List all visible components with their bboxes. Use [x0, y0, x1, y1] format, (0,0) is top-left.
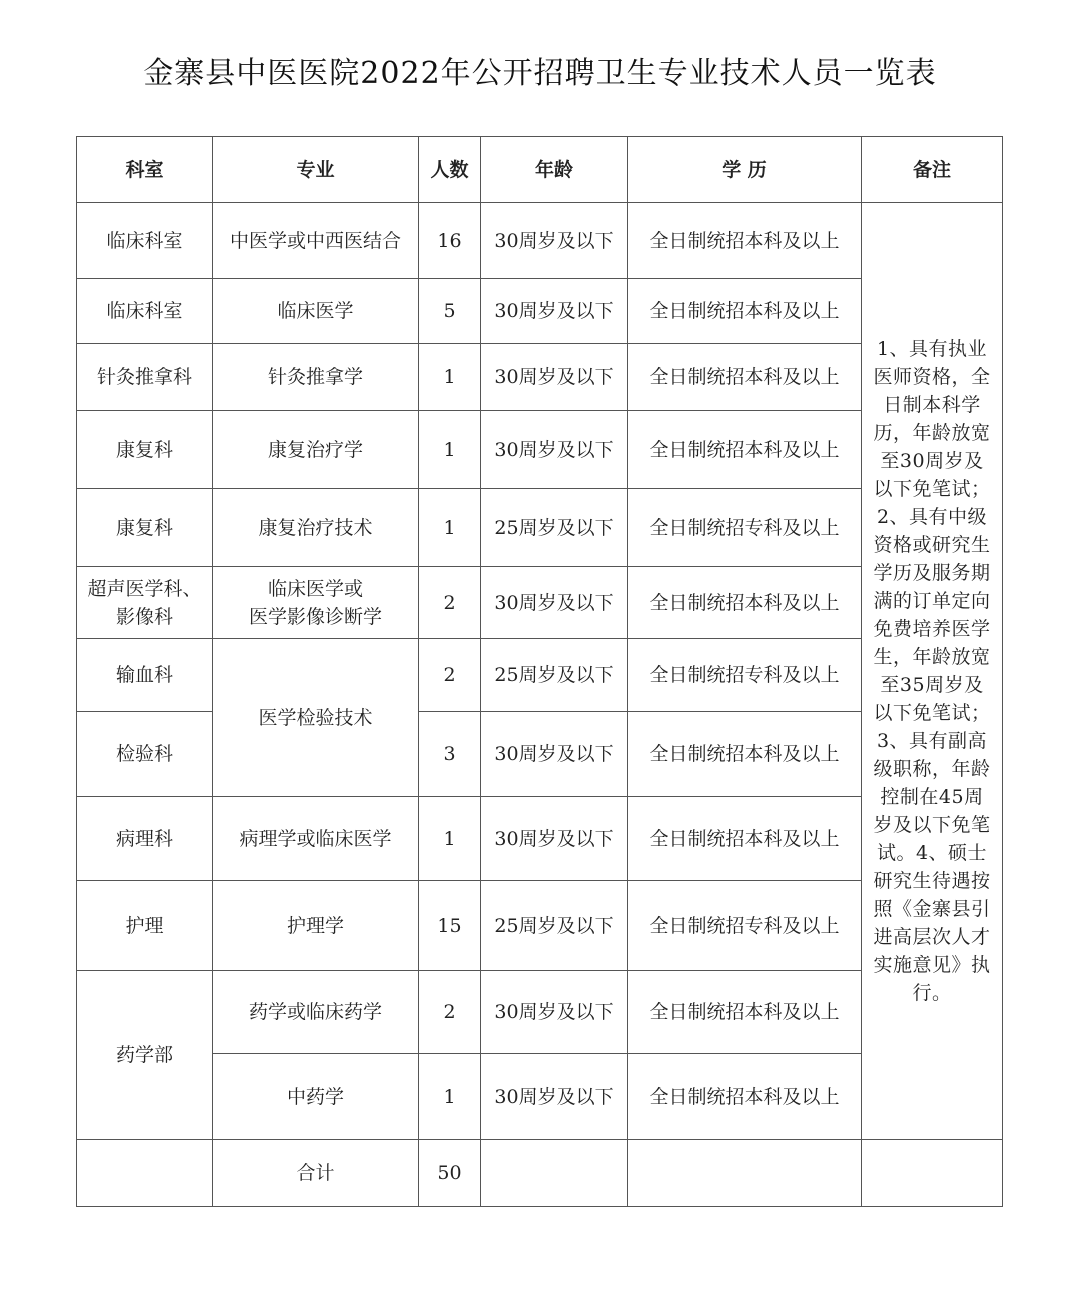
- cell-major: 药学或临床药学: [213, 971, 419, 1054]
- cell-count: 16: [419, 203, 481, 279]
- cell-education: 全日制统招本科及以上: [628, 971, 862, 1054]
- cell-major: [213, 567, 419, 639]
- cell-dept: 病理科: [77, 797, 213, 881]
- cell-education: 全日制统招专科及以上: [628, 881, 862, 971]
- cell-dept: 针灸推拿科: [77, 344, 213, 411]
- cell-dept: 临床科室: [77, 203, 213, 279]
- cell-major: 护理学: [213, 881, 419, 971]
- cell-dept: 检验科: [77, 712, 213, 797]
- total-label: 合计: [213, 1140, 419, 1207]
- cell-major: 病理学或临床医学: [213, 797, 419, 881]
- cell-education: 全日制统招本科及以上: [628, 1054, 862, 1140]
- cell-education: 全日制统招本科及以上: [628, 797, 862, 881]
- cell-age: 30周岁及以下: [481, 567, 628, 639]
- cell-count: 1: [419, 489, 481, 567]
- notes-cell: [862, 203, 1003, 1140]
- cell-age: 25周岁及以下: [481, 639, 628, 712]
- cell-education: 全日制统招本科及以上: [628, 567, 862, 639]
- cell-age: 30周岁及以下: [481, 411, 628, 489]
- total-count: 50: [419, 1140, 481, 1207]
- cell-count: 2: [419, 639, 481, 712]
- cell-major: 中医学或中西医结合: [213, 203, 419, 279]
- cell-count: 3: [419, 712, 481, 797]
- cell-dept: 输血科: [77, 639, 213, 712]
- cell-count: 2: [419, 567, 481, 639]
- cell-education: 全日制统招本科及以上: [628, 712, 862, 797]
- cell-empty: [481, 1140, 628, 1207]
- cell-dept: 药学部: [77, 971, 213, 1140]
- cell-education: 全日制统招本科及以上: [628, 279, 862, 344]
- cell-age: 30周岁及以下: [481, 971, 628, 1054]
- cell-age: 30周岁及以下: [481, 1054, 628, 1140]
- cell-age: 30周岁及以下: [481, 344, 628, 411]
- header-major: 专业: [213, 137, 419, 203]
- cell-empty: [77, 1140, 213, 1207]
- major-line: 医学影像诊断学: [248, 605, 382, 628]
- cell-dept: 康复科: [77, 411, 213, 489]
- cell-major: 临床医学: [213, 279, 419, 344]
- cell-education: 全日制统招专科及以上: [628, 489, 862, 567]
- notes-text: 1、具有执业医师资格，全日制本科学历，年龄放宽至30周岁及以下免笔试；2、具有中级资格或研究生学历及服务期满的订单定向免费培养医学生，年龄放宽至35周岁及以下免笔试；3、具有副高级职称，年龄控制在45周岁及以下免笔试。4、硕士研究生待遇按照《金寨县引进高层次人才实施意见》执行。: [873, 338, 991, 1004]
- cell-education: 全日制统招本科及以上: [628, 203, 862, 279]
- cell-empty: [628, 1140, 862, 1207]
- cell-count: 1: [419, 797, 481, 881]
- recruitment-table: [76, 136, 1003, 1207]
- header-age: 年龄: [481, 137, 628, 203]
- cell-education: 全日制统招专科及以上: [628, 639, 862, 712]
- cell-count: 1: [419, 1054, 481, 1140]
- total-row: [77, 1140, 1003, 1207]
- cell-empty: [862, 1140, 1003, 1207]
- cell-age: 30周岁及以下: [481, 203, 628, 279]
- cell-count: 2: [419, 971, 481, 1054]
- cell-major: 康复治疗学: [213, 411, 419, 489]
- header-dept: 科室: [77, 137, 213, 203]
- dept-line: 超声医学科、: [87, 577, 202, 600]
- page-title: 金寨县中医医院2022年公开招聘卫生专业技术人员一览表: [143, 56, 937, 91]
- cell-education: 全日制统招本科及以上: [628, 411, 862, 489]
- cell-major: 针灸推拿学: [213, 344, 419, 411]
- cell-major: 康复治疗技术: [213, 489, 419, 567]
- cell-dept: 临床科室: [77, 279, 213, 344]
- cell-age: 25周岁及以下: [481, 881, 628, 971]
- header-count: 人数: [419, 137, 481, 203]
- cell-age: 30周岁及以下: [481, 279, 628, 344]
- cell-count: 1: [419, 344, 481, 411]
- cell-dept: 康复科: [77, 489, 213, 567]
- cell-count: 1: [419, 411, 481, 489]
- cell-age: 30周岁及以下: [481, 712, 628, 797]
- major-line: 临床医学或: [267, 577, 363, 600]
- cell-major: 中药学: [213, 1054, 419, 1140]
- cell-count: 15: [419, 881, 481, 971]
- header-notes: 备注: [862, 137, 1003, 203]
- cell-education: 全日制统招本科及以上: [628, 344, 862, 411]
- cell-dept: [77, 567, 213, 639]
- header-education: 学 历: [628, 137, 862, 203]
- table-row: [77, 203, 1003, 279]
- cell-count: 5: [419, 279, 481, 344]
- table-header-row: [77, 137, 1003, 203]
- cell-major: 医学检验技术: [213, 639, 419, 797]
- cell-dept: 护理: [77, 881, 213, 971]
- dept-line: 影像科: [115, 605, 173, 628]
- cell-age: 30周岁及以下: [481, 797, 628, 881]
- cell-age: 25周岁及以下: [481, 489, 628, 567]
